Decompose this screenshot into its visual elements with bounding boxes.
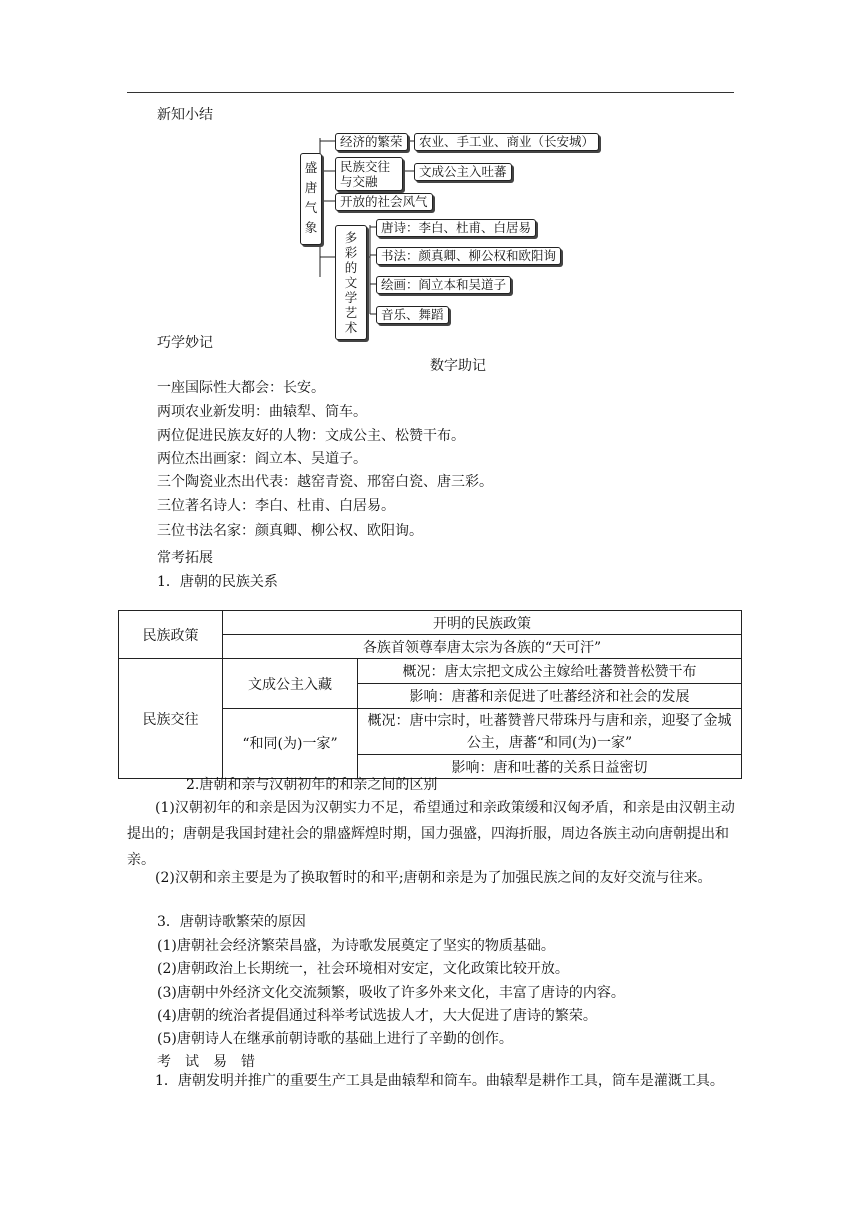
paragraph: (1)汉朝初年的和亲是因为汉朝实力不足，希望通过和亲政策缓和汉匈矛盾，和亲是由汉朝主动提出的；唐朝是我国封建社会的鼎盛辉煌时期，国力强盛，四海折服，周边各族主动向唐朝提出和亲。 bbox=[127, 800, 735, 868]
reason-line: (4)唐朝的统治者提倡通过科举考试选拔人才，大大促进了唐诗的繁荣。 bbox=[157, 1008, 597, 1024]
memo-line: 三位书法名家：颜真卿、柳公权、欧阳询。 bbox=[157, 523, 423, 539]
item-heading-3: 3．唐朝诗歌繁荣的原因 bbox=[157, 914, 306, 930]
table-cell: 开明的民族政策 bbox=[223, 611, 742, 635]
table-cell: 影响：唐和吐蕃的关系日益密切 bbox=[358, 755, 742, 779]
tree-branch-arts: 多彩的文学艺术 bbox=[335, 225, 367, 340]
tree-root: 盛唐气象 bbox=[300, 153, 322, 245]
table-group-name: 文成公主入藏 bbox=[223, 659, 358, 709]
tree-leaf-painting: 绘画：阎立本和吴道子 bbox=[376, 276, 511, 294]
paragraph: (2)汉朝和亲主要是为了换取暂时的和平;唐朝和亲是为了加强民族之间的友好交流与往来。 bbox=[155, 870, 712, 886]
memo-line: 三位著名诗人：李白、杜甫、白居易。 bbox=[157, 498, 395, 514]
section-title-extension: 常考拓展 bbox=[157, 550, 213, 566]
tree-leaf-calligraphy: 书法：颜真卿、柳公权和欧阳询 bbox=[376, 247, 561, 265]
tree-leaf-ethnic: 文成公主入吐蕃 bbox=[414, 163, 512, 181]
table-cell: 影响：唐蕃和亲促进了吐蕃经济和社会的发展 bbox=[358, 684, 742, 709]
memo-line: 两位杰出画家：阎立本、吴道子。 bbox=[157, 451, 367, 467]
table-cell: 概况：唐太宗把文成公主嫁给吐蕃赞普松赞干布 bbox=[358, 659, 742, 684]
memo-line: 一座国际性大都会：长安。 bbox=[157, 380, 325, 396]
tree-branch-ethnic: 民族交往与交融 bbox=[335, 157, 403, 191]
ethnic-relations-table bbox=[118, 610, 742, 779]
memo-line: 两项农业新发明：曲辕犁、筒车。 bbox=[157, 404, 367, 420]
section-title-memo: 巧学妙记 bbox=[157, 335, 213, 351]
table-cell: 各族首领尊奉唐太宗为各族的“天可汗” bbox=[223, 635, 742, 659]
memo-line: 两位促进民族友好的人物：文成公主、松赞干布。 bbox=[157, 428, 465, 444]
item-heading-2: 2.唐朝和亲与汉朝初年的和亲之间的区别 bbox=[186, 777, 438, 793]
table-group-name: “和同(为)一家” bbox=[223, 709, 358, 779]
memo-title: 数字助记 bbox=[430, 358, 486, 374]
table-cell: 概况：唐中宗时，吐蕃赞普尺带珠丹与唐和亲，迎娶了金城公主，唐蕃“和同(为)一家” bbox=[358, 709, 742, 755]
table-head-exchange: 民族交往 bbox=[119, 659, 223, 779]
table-head-policy: 民族政策 bbox=[119, 611, 223, 659]
reason-line: (5)唐朝诗人在继承前朝诗歌的基础上进行了辛勤的创作。 bbox=[157, 1031, 513, 1047]
section-title-summary: 新知小结 bbox=[157, 107, 213, 123]
tree-leaf-poetry: 唐诗：李白、杜甫、白居易 bbox=[376, 219, 536, 237]
memo-line: 三个陶瓷业杰出代表：越窑青瓷、邢窑白瓷、唐三彩。 bbox=[157, 474, 493, 490]
tree-leaf-music: 音乐、舞蹈 bbox=[376, 306, 449, 324]
item-heading-1: 1．唐朝的民族关系 bbox=[157, 574, 278, 590]
tree-branch-economy: 经济的繁荣 bbox=[335, 133, 408, 151]
reason-line: (1)唐朝社会经济繁荣昌盛，为诗歌发展奠定了坚实的物质基础。 bbox=[157, 938, 555, 954]
reason-line: (2)唐朝政治上长期统一，社会环境相对安定，文化政策比较开放。 bbox=[157, 961, 569, 977]
tree-branch-open: 开放的社会风气 bbox=[335, 193, 433, 211]
section-title-errors: 考 试 易 错 bbox=[157, 1054, 255, 1070]
paragraph: 1．唐朝发明并推广的重要生产工具是曲辕犁和筒车。曲辕犁是耕作工具，筒车是灌溉工具。 bbox=[155, 1073, 724, 1089]
reason-line: (3)唐朝中外经济文化交流频繁，吸收了许多外来文化，丰富了唐诗的内容。 bbox=[157, 985, 625, 1001]
tree-leaf-economy: 农业、手工业、商业（长安城） bbox=[414, 133, 599, 151]
